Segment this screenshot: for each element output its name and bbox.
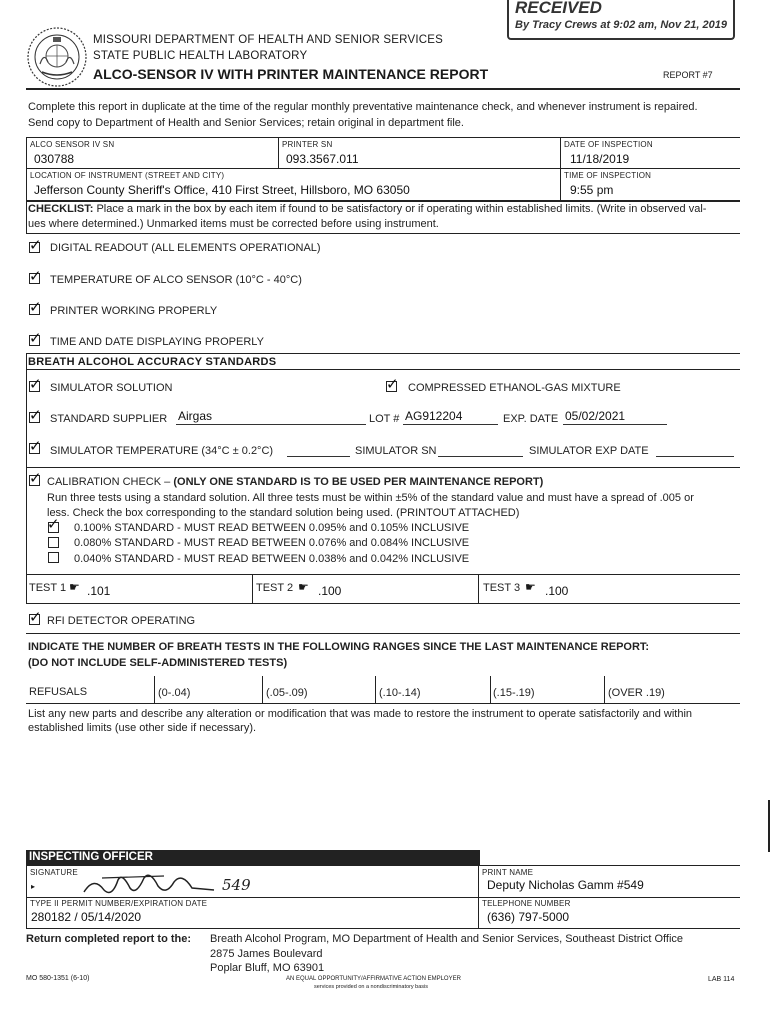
grid-line [478, 574, 479, 603]
standard-option: 0.100% STANDARD - MUST READ BETWEEN 0.095% and 0.105% INCLUSIVE [74, 522, 470, 534]
checkbox-standard-0080[interactable] [48, 537, 59, 548]
print-name-value: Deputy Nicholas Gamm #549 [487, 878, 644, 892]
checklist-item: DIGITAL READOUT (ALL ELEMENTS OPERATIONAL) [50, 242, 321, 254]
check-mark-icon: ✓ [29, 330, 42, 347]
underline [287, 456, 350, 457]
check-mark-icon: ✓ [29, 470, 42, 487]
refusals-label: REFUSALS [29, 686, 88, 698]
test3-label: TEST 3 [483, 582, 521, 594]
return-label: Return completed report to the: [26, 933, 192, 945]
simulator-solution-label: SIMULATOR SOLUTION [50, 382, 173, 394]
pointing-hand-icon: ☛ [525, 580, 536, 594]
supplier-value: Airgas [178, 409, 213, 423]
grid-line [26, 574, 740, 575]
range-label: (.05-.09) [266, 687, 308, 699]
standard-option: 0.080% STANDARD - MUST READ BETWEEN 0.076% and 0.084% INCLUSIVE [74, 537, 470, 549]
grid-line [26, 353, 740, 354]
compressed-gas-label: COMPRESSED ETHANOL-GAS MIXTURE [408, 382, 621, 394]
eeo-line2: services provided on a nondiscriminatory basis [314, 984, 429, 990]
sim-temp-label: SIMULATOR TEMPERATURE (34°C ± 0.2°C) [50, 445, 274, 457]
checkbox-standard-0040[interactable] [48, 552, 59, 563]
report-number: REPORT #7 [663, 70, 713, 80]
grid-line [262, 676, 263, 703]
ranges-heading1: INDICATE THE NUMBER OF BREATH TESTS IN THE FOLLOWING RANGES SINCE THE LAST MAINTENANCE REPORT: [28, 641, 650, 653]
underline [563, 424, 667, 425]
report-title: ALCO-SENSOR IV WITH PRINTER MAINTENANCE REPORT [93, 66, 489, 82]
instructions-line1: Complete this report in duplicate at the time of the regular monthly preventative maintenance check, and whenever instrument is repaired. [28, 101, 698, 113]
calibration-label: CALIBRATION CHECK – [47, 476, 171, 488]
check-mark-icon: ✓ [29, 438, 42, 455]
checklist-item: TEMPERATURE OF ALCO SENSOR (10°C - 40°C) [50, 274, 302, 286]
grid-line [26, 603, 740, 604]
pointing-hand-icon: ☛ [69, 580, 80, 594]
permit-label: TYPE II PERMIT NUMBER/EXPIRATION DATE [30, 899, 208, 908]
officer-heading: INSPECTING OFFICER [29, 851, 153, 863]
header-rule [26, 88, 740, 90]
underline [403, 424, 498, 425]
phone-label: TELEPHONE NUMBER [482, 899, 571, 908]
grid-line [252, 574, 253, 603]
grid-line [26, 168, 740, 169]
lot-label: LOT # [369, 413, 400, 425]
grid-line [560, 137, 561, 200]
grid-line [26, 865, 27, 929]
date-value: 11/18/2019 [570, 152, 630, 166]
checklist-instructions-2: ues where determined.) Unmarked items must be corrected before using instrument. [28, 218, 439, 230]
supplier-label: STANDARD SUPPLIER [50, 413, 168, 425]
missouri-seal-icon [26, 26, 88, 88]
calibration-heading [47, 476, 543, 488]
exp-value: 05/02/2021 [565, 409, 626, 423]
grid-line [604, 676, 605, 703]
officer-heading-bar [26, 850, 480, 865]
ranges-heading2: (DO NOT INCLUDE SELF-ADMINISTERED TESTS) [28, 657, 288, 669]
checklist-instructions-1: Place a mark in the box by each item if found to be satisfactory or if operating within established limits. (Write in observed val- [96, 203, 707, 215]
checklist-item: TIME AND DATE DISPLAYING PROPERLY [50, 336, 264, 348]
exp-label: EXP. DATE [503, 413, 559, 425]
check-mark-icon: ✓ [29, 609, 42, 626]
stamp-by: By Tracy Crews at 9:02 am, Nov 21, 2019 [515, 19, 727, 31]
location-label: LOCATION OF INSTRUMENT (STREET AND CITY) [30, 171, 225, 180]
grid-line [26, 369, 740, 370]
checklist-item: PRINTER WORKING PROPERLY [50, 305, 218, 317]
test2-value: .100 [318, 584, 342, 598]
alco-sn-value: 030788 [34, 152, 75, 166]
return-line1: Breath Alcohol Program, MO Department of Health and Senior Services, Southeast District Office [210, 933, 684, 945]
grid-line [26, 233, 740, 234]
check-mark-icon: ✓ [47, 516, 60, 533]
sim-sn-label: SIMULATOR SN [355, 445, 437, 457]
test3-value: .100 [545, 584, 569, 598]
range-label: (OVER .19) [608, 687, 665, 699]
parts-line1: List any new parts and describe any alteration or modification that was made to restore the instrument to operate satisfactorily and within [28, 708, 693, 720]
grid-line [26, 353, 27, 603]
range-label: (.15-.19) [493, 687, 535, 699]
printer-sn-value: 093.3567.011 [286, 152, 359, 166]
eeo-line1: AN EQUAL OPPORTUNITY/AFFIRMATIVE ACTION EMPLOYER [286, 976, 461, 982]
standards-heading: BREATH ALCOHOL ACCURACY STANDARDS [28, 356, 277, 368]
test1-label: TEST 1 [29, 582, 67, 594]
range-label: (0-.04) [158, 687, 191, 699]
grid-line [26, 928, 740, 929]
calibration-text2: less. Check the box corresponding to the standard solution being used. (PRINTOUT ATTACHED) [47, 507, 520, 519]
checklist-heading: CHECKLIST: [28, 203, 94, 215]
check-mark-icon: ✓ [29, 237, 42, 254]
grid-line [375, 676, 376, 703]
check-mark-icon: ✓ [386, 376, 399, 393]
lot-value: AG912204 [405, 409, 463, 423]
printer-sn-label: PRINTER SN [282, 140, 333, 149]
lab-name: STATE PUBLIC HEALTH LABORATORY [93, 50, 308, 62]
return-line2: 2875 James Boulevard [210, 948, 323, 960]
alco-sn-label: ALCO SENSOR IV SN [30, 140, 115, 149]
signature [74, 866, 254, 900]
underline [438, 456, 523, 457]
phone-value: (636) 797-5000 [487, 910, 570, 924]
test1-value: .101 [87, 584, 111, 598]
calibration-label-bold: (ONLY ONE STANDARD IS TO BE USED PER MAINTENANCE REPORT) [173, 476, 544, 488]
underline [656, 456, 734, 457]
arrow-icon: ▸ [31, 882, 36, 891]
grid-line [26, 200, 740, 202]
check-mark-icon: ✓ [29, 376, 42, 393]
received-stamp [507, 0, 735, 40]
lab-number: LAB 114 [708, 976, 735, 983]
standard-option: 0.040% STANDARD - MUST READ BETWEEN 0.038% and 0.042% INCLUSIVE [74, 553, 470, 565]
grid-line [278, 137, 279, 168]
time-value: 9:55 pm [570, 183, 614, 197]
form-number: MO 580-1351 (6-10) [26, 975, 90, 982]
grid-line [26, 467, 740, 468]
parts-line2: established limits (use other side if necessary). [28, 722, 257, 734]
range-label: (.10-.14) [379, 687, 421, 699]
check-mark-icon: ✓ [29, 299, 42, 316]
pointing-hand-icon: ☛ [298, 580, 309, 594]
return-line3: Poplar Bluff, MO 63901 [210, 962, 325, 974]
underline [176, 424, 366, 425]
grid-line [490, 676, 491, 703]
print-name-label: PRINT NAME [482, 868, 534, 877]
grid-line [26, 633, 740, 634]
location-value: Jefferson County Sheriff's Office, 410 First Street, Hillsboro, MO 63050 [34, 183, 410, 197]
checklist-text [28, 203, 743, 215]
grid-line [154, 676, 155, 703]
test2-label: TEST 2 [256, 582, 294, 594]
stamp-title: RECEIVED [515, 0, 602, 17]
grid-line [26, 703, 740, 704]
signature-number: 549 [222, 876, 251, 894]
check-mark-icon: ✓ [29, 407, 42, 424]
time-label: TIME OF INSPECTION [564, 171, 652, 180]
instructions-line2: Send copy to Department of Health and Senior Services; retain original in department file. [28, 117, 464, 129]
grid-line [26, 137, 27, 233]
calibration-text1: Run three tests using a standard solution. All three tests must be within ±5% of the standard value and must have a spread of .005 or [47, 492, 694, 504]
check-mark-icon: ✓ [29, 268, 42, 285]
date-label: DATE OF INSPECTION [564, 140, 653, 149]
permit-value: 280182 / 05/14/2020 [31, 910, 142, 924]
grid-line [26, 137, 740, 138]
rfi-label: RFI DETECTOR OPERATING [47, 615, 196, 627]
sim-exp-label: SIMULATOR EXP DATE [529, 445, 649, 457]
dept-name: MISSOURI DEPARTMENT OF HEALTH AND SENIOR SERVICES [93, 34, 443, 46]
signature-label: SIGNATURE [30, 868, 78, 877]
